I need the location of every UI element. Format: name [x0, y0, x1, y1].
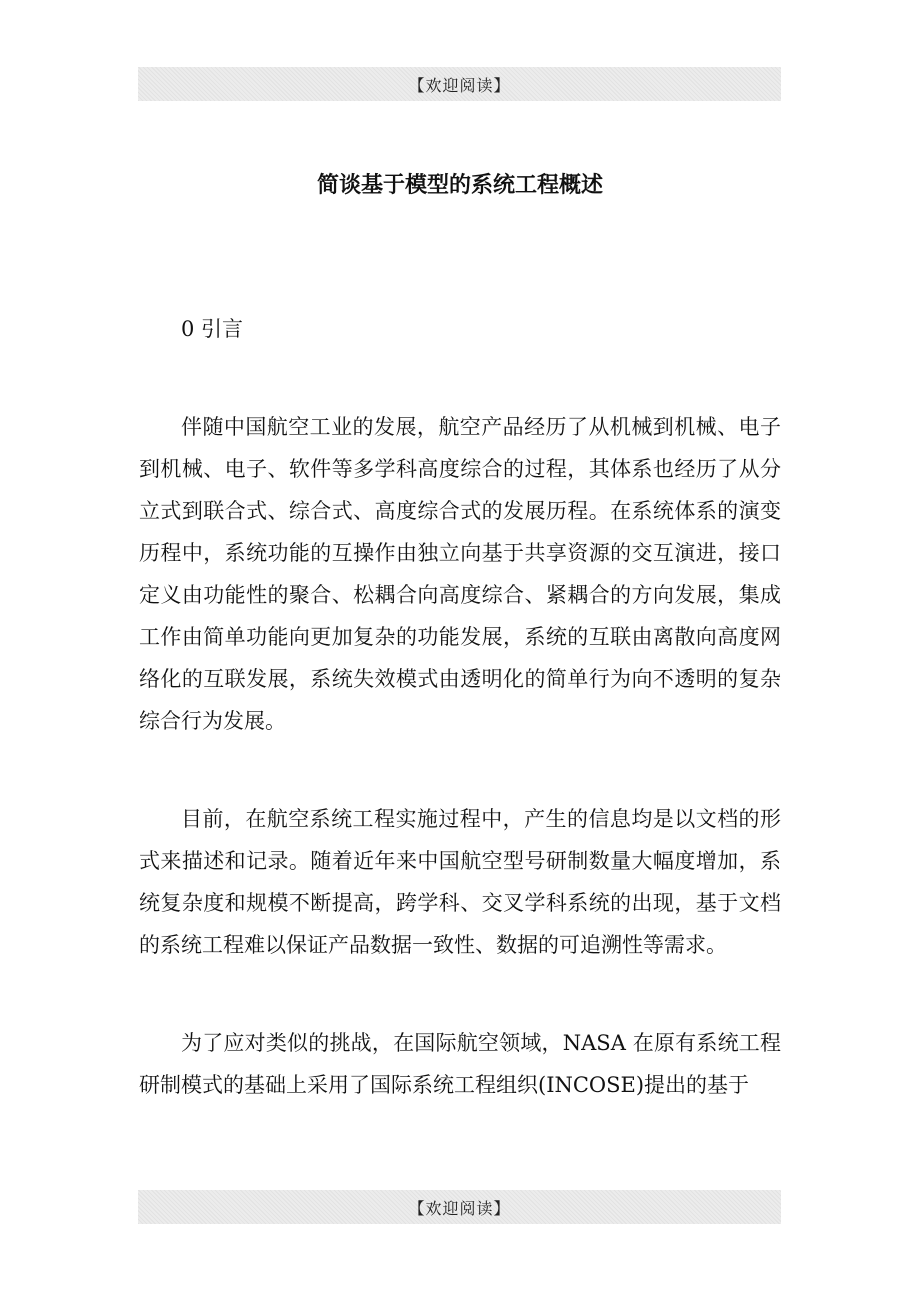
paragraph-1: 伴随中国航空工业的发展，航空产品经历了从机械到机械、电子到机械、电子、软件等多学科高度综合的过程，其体系也经历了从分立式到联合式、综合式、高度综合式的发展历程。在系统体系的演变历程中，系统功能的互操作由独立向基于共享资源的交互演进，接口定义由功能性的聚合、松耦合向高度综合、紧耦合的方向发展，集成工作由简单功能向更加复杂的功能发展，系统的互联由离散向高度网络化的互联发展，系统失效模式由透明化的简单行为向不透明的复杂综合行为发展。	[139, 415, 781, 733]
section-heading: 0 引言	[181, 317, 244, 341]
top-banner-text: 【欢迎阅读】	[408, 75, 511, 95]
top-banner	[138, 67, 781, 101]
paragraph-2: 目前，在航空系统工程实施过程中，产生的信息均是以文档的形式来描述和记录。随着近年来中国航空型号研制数量大幅度增加，系统复杂度和规模不断提高，跨学科、交叉学科系统的出现，基于文档的系统工程难以保证产品数据一致性、数据的可追溯性等需求。	[139, 807, 781, 957]
paragraph-3: 为了应对类似的挑战，在国际航空领域，NASA 在原有系统工程研制模式的基础上采用了国际系统工程组织(INCOSE)提出的基于	[139, 1031, 781, 1097]
document-body	[139, 308, 781, 1106]
bottom-banner-text: 【欢迎阅读】	[408, 1198, 511, 1218]
document-title: 简谈基于模型的系统工程概述	[316, 172, 603, 198]
bottom-banner	[138, 1190, 781, 1224]
